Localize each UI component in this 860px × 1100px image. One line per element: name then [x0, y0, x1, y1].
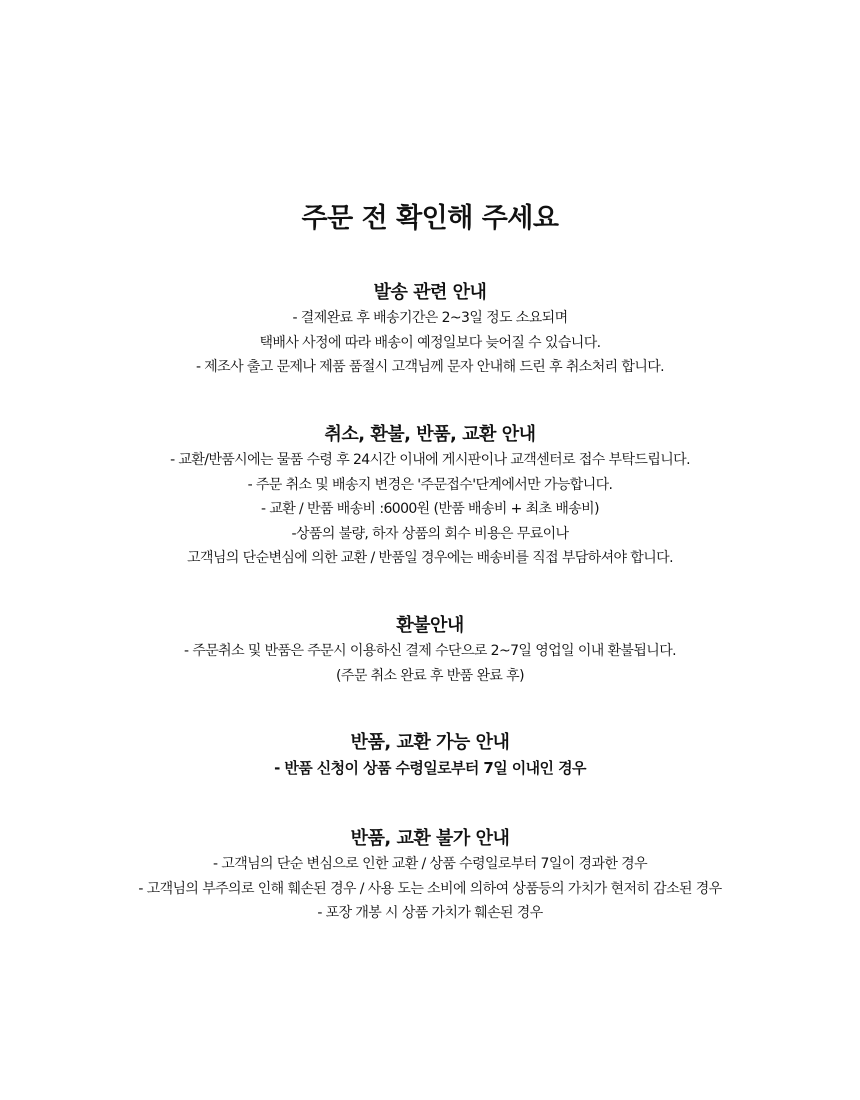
- notice-line: - 교환 / 반품 배송비 :6000원 (반품 배송비 + 최초 배송비): [261, 501, 599, 517]
- section-refund-info: [0, 613, 860, 688]
- notice-line: - 고객님의 부주의로 인해 훼손된 경우 / 사용 도는 소비에 의하여 상품등의 가치가 현저히 감소된 경우: [138, 880, 722, 897]
- notice-line: 고객님의 단순변심에 의한 교환 / 반품일 경우에는 배송비를 직접 부담하셔야 합니다.: [187, 550, 673, 566]
- notice-line: (주문 취소 완료 후 반품 완료 후): [336, 667, 524, 684]
- section-return-impossible: [0, 826, 860, 926]
- section-title: 반품, 교환 불가 안내: [350, 828, 510, 849]
- notice-line: 택배사 사정에 따라 배송이 예정일보다 늦어질 수 있습니다.: [259, 334, 601, 351]
- section-title: 환불안내: [396, 615, 464, 636]
- notice-line: - 교환/반품시에는 물품 수령 후 24시간 이내에 게시판이나 교객센터로 접수 부탁드립니다.: [170, 452, 690, 468]
- section-cancel-refund-return-exchange: [0, 422, 860, 571]
- notice-line: - 반품 신청이 상품 수령일로부터 7일 이내인 경우: [274, 759, 586, 777]
- notice-line: - 결제완료 후 배송기간은 2~3일 정도 소요되며: [292, 310, 568, 326]
- notice-line: - 고객님의 단순 변심으로 인한 교환 / 상품 수령일로부터 7일이 경과한 경우: [212, 856, 648, 872]
- section-title: 발송 관련 안내: [373, 282, 487, 303]
- section-shipping-info: [0, 280, 860, 380]
- section-title: 반품, 교환 가능 안내: [350, 732, 510, 753]
- section-return-possible: [0, 730, 860, 781]
- notice-line: - 주문 취소 및 배송지 변경은 '주문접수'단계에서만 가능합니다.: [247, 476, 613, 493]
- notice-line: - 포장 개봉 시 상품 가치가 훼손된 경우: [317, 905, 543, 921]
- section-title: 취소, 환불, 반품, 교환 안내: [324, 424, 536, 445]
- notice-line: -상품의 불량, 하자 상품의 회수 비용은 무료이나: [291, 525, 569, 542]
- notice-line: - 주문취소 및 반품은 주문시 이용하신 결제 수단으로 2~7일 영업일 이내 환불됩니다.: [184, 643, 676, 659]
- notice-line: - 제조사 출고 문제나 제품 품절시 고객님께 문자 안내해 드린 후 취소처리 합니다.: [195, 359, 665, 375]
- page-title: 주문 전 확인해 주세요: [301, 203, 559, 234]
